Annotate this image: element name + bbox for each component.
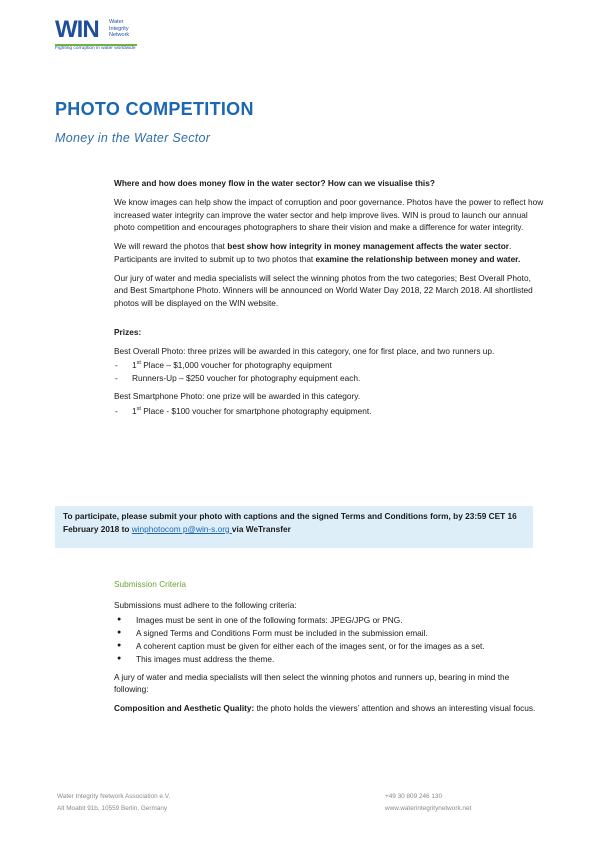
ordinal: 1 — [132, 360, 137, 371]
footer-website: www.waterintegritynetwork.net — [385, 805, 472, 812]
intro-question: Where and how does money flow in the water sector? How can we visualise this? — [114, 178, 435, 188]
overall-intro: Best Overall Photo: three prizes will be awarded in this category, one for first place, and two runners up. — [114, 345, 495, 356]
jury-criteria-paragraph: A jury of water and media specialists will then select the winning photos and runners up, bearing in mind the following: — [114, 671, 510, 695]
overall-prize-list — [114, 359, 544, 384]
ordinal-suffix: st — [136, 406, 141, 413]
logo-line: Integrity — [109, 25, 129, 32]
footer-phone: +49 30 809 246 130 — [385, 793, 443, 800]
main-content — [114, 177, 544, 423]
list-marker: - — [115, 373, 118, 384]
prizes-heading: Prizes: — [114, 326, 142, 337]
list-item — [114, 359, 544, 372]
footer-address — [57, 791, 170, 815]
bullet-icon: ● — [117, 641, 122, 649]
list-item-text: Runners-Up – $250 voucher for photography equipment each. — [132, 373, 361, 384]
callout-text: To participate, please submit your photo with captions and the signed Terms and Conditions form, by 23:59 CET 16 February 2018 to — [63, 511, 517, 534]
criteria-heading: Submission Criteria — [114, 579, 186, 589]
logo-tagline: Fighting corruption in water worldwide — [55, 46, 136, 51]
bullet-icon: ● — [117, 616, 122, 624]
list-item — [114, 405, 544, 418]
smartphone-intro: Best Smartphone Photo: one prize will be awarded in this category. — [114, 391, 361, 402]
footer-contact — [385, 791, 471, 815]
criteria-list — [114, 614, 544, 665]
footer-street: Alt Moabit 91b, 10559 Berlin, Germany — [57, 805, 168, 812]
footer-org: Water Integrity Network Association e.V. — [57, 793, 171, 800]
list-item-text: Images must be sent in one of the following formats: JPEG/JPG or PNG. — [136, 615, 403, 626]
text-run: We will reward the photos that — [114, 241, 228, 252]
page-title: PHOTO COMPETITION — [55, 99, 254, 119]
logo-line: Water — [109, 19, 124, 25]
email-link[interactable]: winphotocom p@win-s.org — [131, 523, 232, 534]
jury-paragraph: Our jury of water and media specialists will select the winning photos from the two categories; Best Overall Photo, and Best Smartphone Photo. Winners will be announced on World Water Day 2018, 22 March 2018. All shortlisted photos will be displayed on the WIN website. — [114, 272, 533, 309]
text-run: . Participants are invited to submit up to two photos that — [114, 241, 512, 264]
intro-paragraph: We know images can help show the impact of corruption and poor governance. Photos have the power to reflect how increased water integrity can improve the water sector and help improve lives. WIN is proud to launch our annual photo competition and encourages photographers to share their vision and make a difference for water integrity. — [114, 196, 544, 233]
reward-paragraph — [114, 240, 544, 265]
list-item — [114, 640, 544, 653]
criteria-intro: Submissions must adhere to the following criteria: — [114, 599, 297, 610]
logo-line: Network — [109, 32, 130, 38]
list-item — [114, 372, 544, 385]
page-subtitle: Money in the Water Sector — [55, 131, 211, 145]
list-marker: - — [115, 360, 118, 371]
bullet-icon: ● — [117, 654, 122, 662]
list-item — [114, 627, 544, 640]
list-marker: - — [115, 406, 118, 417]
callout-text: via WeTransfer — [231, 523, 291, 534]
text-run-bold: best show how integrity in money management affects the water sector — [227, 241, 509, 252]
composition-paragraph — [114, 702, 544, 715]
submission-callout — [55, 506, 533, 548]
list-item — [114, 653, 544, 666]
list-item-text: Place – $1,000 voucher for photography equipment — [140, 360, 332, 371]
criteria-section — [114, 578, 544, 721]
text-run-bold: Composition and Aesthetic Quality: — [114, 703, 255, 714]
list-item-text: Place - $100 voucher for smartphone photography equipment. — [140, 406, 372, 417]
list-item-text: This images must address the theme. — [136, 653, 275, 664]
list-item — [114, 614, 544, 627]
ordinal-suffix: st — [136, 360, 141, 367]
list-item-text: A signed Terms and Conditions Form must be included in the submission email. — [136, 628, 428, 639]
ordinal: 1 — [132, 406, 137, 417]
logo-wordmark: WIN — [55, 16, 99, 43]
smartphone-prize-list — [114, 405, 544, 418]
win-logo — [55, 18, 145, 52]
bullet-icon: ● — [117, 629, 122, 637]
logo-subtitle — [109, 19, 129, 39]
list-item-text: A coherent caption must be given for either each of the images sent, or for the images as a set. — [136, 640, 485, 651]
text-run-bold: examine the relationship between money and water. — [315, 253, 521, 264]
text-run: the photo holds the viewers’ attention and shows an interesting visual focus. — [254, 703, 536, 714]
